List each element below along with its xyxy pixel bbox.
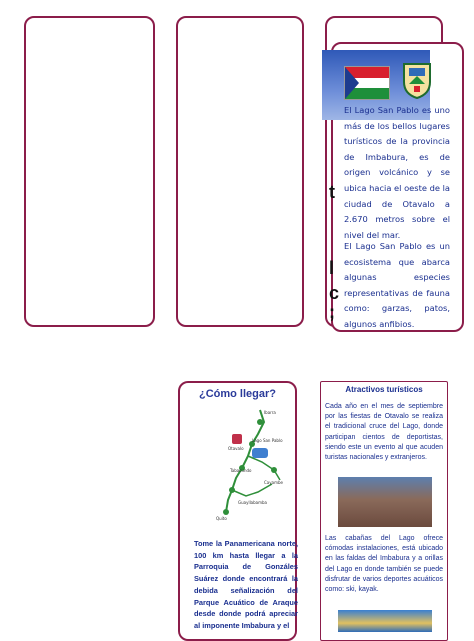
map-label: Quito [216,516,227,521]
swimmers-photo [338,477,432,527]
side-letter: c [329,283,340,303]
intro-paragraph: El Lago San Pablo es uno más de los bellos lugares turísticos de la provincia de Imbabura, es de origen volcánico y se ubica hacia el oeste de la ciudad de Otavalo a 2.670 metros sobre el nivel del mar. [344,105,450,240]
side-letter: ; [329,302,335,322]
side-letter: t [329,182,335,202]
map-label: Otavalo [228,446,244,451]
map-label: Cayambe [264,480,283,485]
side-letter: l [329,258,335,278]
ecosystem-paragraph: El Lago San Pablo es un ecosistema que abarca algunas especies representativas de fauna como: garzas, patos, algunos anfibios. [344,241,450,329]
directions-text: Tome la Panamericana norte, 100 km hasta llegar a la Parroquia de Gonzáles Suárez donde encontrará la debida señalización del Parque Acuático de Araque desde donde podrá apreciar al imponente Imbabura y el [194,539,298,630]
map-label: Tabacundo [230,468,252,473]
imbabura-flag-image [344,66,390,100]
water-sports-photo [338,610,432,632]
cabins-paragraph: Las cabañas del Lago ofrece cómodas instalaciones, está ubicado en las faldas del Imbabura y a orillas del Lago en donde también se puede disfrutar de varios deportes acuáticos como: ski, kayak. [325,535,443,594]
route-map [202,404,292,528]
map-label: Ibarra [264,410,276,415]
lake-crossing-paragraph: Cada año en el mes de septiembre por las fiestas de Otavalo se realiza el tradicional cruce del Lago, donde participan cientos de deportistas, siendo este un evento al que acuden turistas nacionales y extranjeros. [325,403,443,462]
map-label: Guayllabamba [238,500,268,505]
brochure-panel-1 [24,16,155,327]
attractions-title: Atractivos turísticos [345,385,423,394]
brochure-panel-2 [176,16,304,327]
how-to-title: ¿Cómo llegar? [198,388,276,400]
coat-of-arms-icon [400,60,434,100]
map-label: Lago San Pablo [252,438,283,443]
